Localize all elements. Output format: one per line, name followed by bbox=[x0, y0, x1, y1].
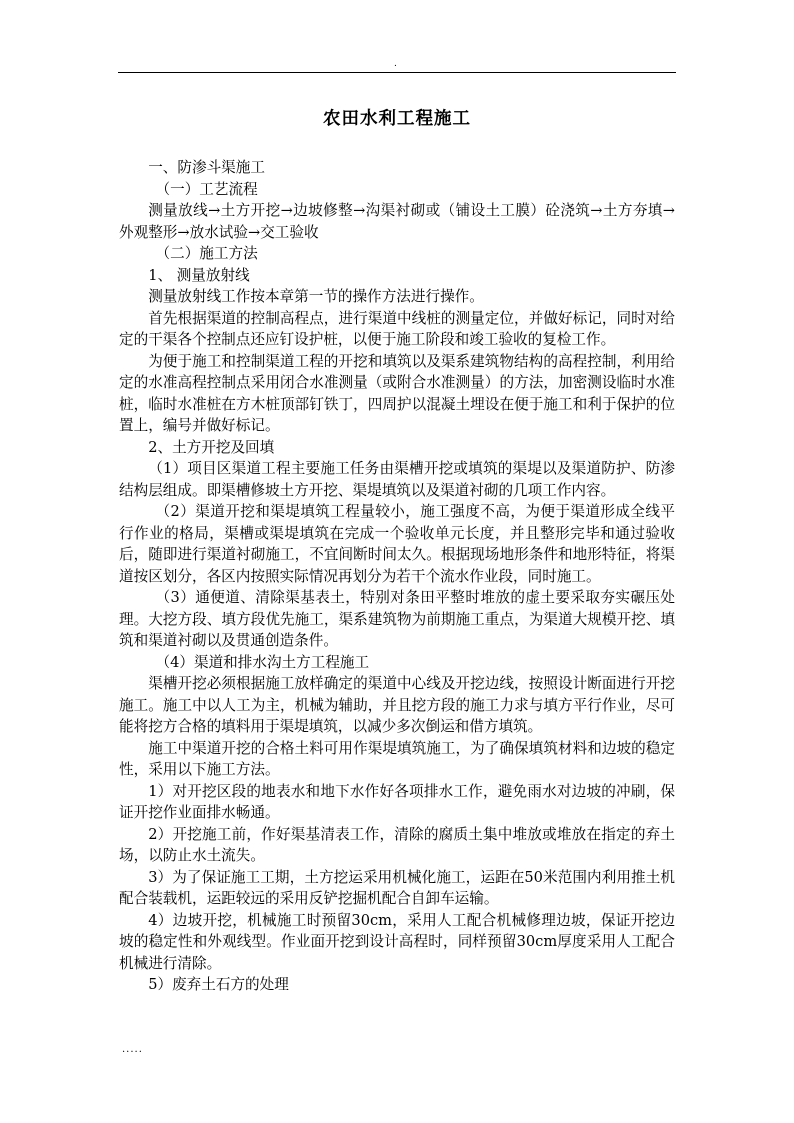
paragraph: （2）渠道开挖和渠堤填筑工程量较小，施工强度不高，为便于渠道形成全线平行作业的格局，渠槽或渠堤填筑在完成一个验收单元长度，并且整形完毕和通过验收后，随即进行渠道衬砌施工，不宜间断时间太久。根据现场地形条件和地形特征，将渠道按区划分，各区内按照实际情况再划分为若干个流水作业段，同时施工。 bbox=[119, 503, 675, 585]
item-heading: （4）渠道和排水沟土方工程施工 bbox=[155, 653, 370, 671]
document-body bbox=[119, 157, 675, 996]
item-heading: 1、 测量放射线 bbox=[148, 266, 250, 284]
footer-dots: ..... bbox=[122, 1044, 143, 1055]
list-item: 1）对开挖区段的地表水和地下水作好各项排水工作，避免雨水对边坡的冲刷，保证开挖作业面排水畅通。 bbox=[119, 782, 675, 821]
paragraph: （3）通便道、清除渠基表土，特别对条田平整时堆放的虚土要采取夯实碾压处理。大挖方段、填方段优先施工，渠系建筑物为前期施工重点，为渠道大规模开挖、填筑和渠道衬砌以及贯通创造条件。 bbox=[119, 589, 675, 649]
paragraph: 测量放射线工作按本章第一节的操作方法进行操作。 bbox=[148, 288, 484, 305]
item-heading: 2、土方开挖及回填 bbox=[148, 438, 275, 456]
subsection-heading: （二）施工方法 bbox=[155, 245, 258, 262]
section-heading: 一、防渗斗渠施工 bbox=[148, 159, 265, 176]
paragraph: （1）项目区渠道工程主要施工任务由渠槽开挖或填筑的渠堤以及渠道防护、防渗结构层组成。即渠槽修坡土方开挖、渠堤填筑以及渠道衬砌的几项工作内容。 bbox=[119, 460, 675, 499]
list-item: 3）为了保证施工工期，土方挖运采用机械化施工，运距在50米范围内利用推土机配合装载机，运距较远的采用反铲挖掘机配合自卸车运输。 bbox=[119, 868, 675, 907]
list-item: 2）开挖施工前，作好渠基清表工作，清除的腐质土集中堆放或堆放在指定的弃土场，以防止水土流失。 bbox=[119, 825, 675, 864]
paragraph: 测量放线→土方开挖→边坡修整→沟渠衬砌或（铺设土工膜）砼浇筑→土方夯填→外观整形→放水试验→交工验收 bbox=[119, 202, 675, 241]
header-dot: . bbox=[394, 59, 397, 69]
list-item: 4）边坡开挖，机械施工时预留30cm，采用人工配合机械修理边坡，保证开挖边坡的稳定性和外观线型。作业面开挖到设计高程时，同样预留30cm厚度采用人工配合机械进行清除。 bbox=[119, 911, 675, 972]
paragraph: 为便于施工和控制渠道工程的开挖和填筑以及渠系建筑物结构的高程控制，利用给定的水准高程控制点采用闭合水准测量（或附合水准测量）的方法，加密测设临时水准桩，临时水准桩在方木桩顶部钉铁丁，四周护以混凝土埋设在便于施工和利于保护的位置上，编号并做好标记。 bbox=[119, 352, 675, 434]
paragraph: 渠槽开挖必须根据施工放样确定的渠道中心线及开挖边线，按照设计断面进行开挖施工。施工中以人工为主，机械为辅助，并且挖方段的施工力求与填方平行作业，尽可能将挖方合格的填料用于渠堤填筑，以减少多次倒运和借方填筑。 bbox=[119, 675, 675, 735]
paragraph: 施工中渠道开挖的合格土料可用作渠堤填筑施工，为了确保填筑材料和边坡的稳定性，采用以下施工方法。 bbox=[119, 739, 675, 778]
header-rule bbox=[118, 72, 676, 73]
page-title: 农田水利工程施工 bbox=[323, 109, 471, 129]
list-item: 5）废弃土石方的处理 bbox=[148, 976, 289, 993]
subsection-heading: （一）工艺流程 bbox=[155, 180, 258, 198]
paragraph: 首先根据渠道的控制高程点，进行渠道中线桩的测量定位，并做好标记，同时对给定的干渠各个控制点还应钉设护桩，以便于施工阶段和竣工验收的复检工作。 bbox=[119, 309, 675, 348]
